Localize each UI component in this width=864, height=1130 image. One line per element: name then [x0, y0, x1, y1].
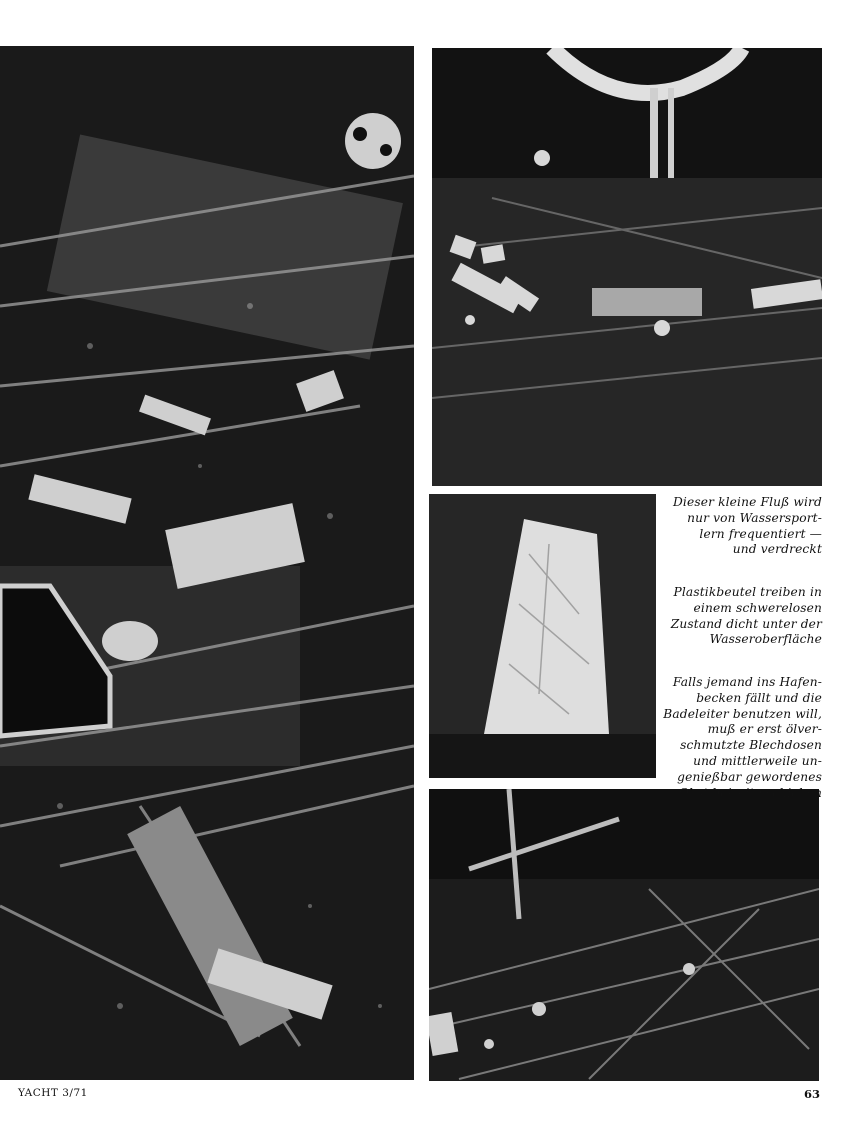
photo-plastic-bag [429, 494, 656, 778]
caption-plastic-bags [637, 585, 822, 648]
caption-line: schmutzte Blechdosen [680, 738, 822, 753]
caption-river [637, 495, 822, 558]
caption-line: Falls jemand ins Hafen- [672, 675, 822, 689]
caption-line: Zustand dicht unter der [670, 616, 822, 631]
caption-line: genießbar gewordenes [677, 769, 822, 784]
caption-line: Plastikbeutel treiben in [673, 585, 822, 599]
caption-harbour-ladder [637, 675, 822, 801]
issue-label: YACHT 3/71 [18, 1087, 88, 1099]
caption-line: becken fällt und die [696, 690, 822, 705]
photo-ladder-debris [429, 789, 819, 1081]
caption-line: nur von Wassersport- [687, 510, 822, 525]
caption-line: muß er erst ölver- [707, 722, 822, 737]
caption-line: einem schwerelosen [693, 600, 822, 615]
caption-line: Badeleiter benutzen will, [663, 706, 822, 721]
caption-line: und mittlerweile un- [693, 753, 822, 768]
caption-line: lern frequentiert — [699, 526, 822, 541]
photo-debris-left [0, 46, 414, 1080]
caption-line: Dieser kleine Fluß wird [672, 495, 822, 509]
page-number: 63 [803, 1087, 820, 1101]
caption-line: Wasseroberfläche [709, 632, 822, 647]
caption-line: und verdreckt [732, 542, 822, 557]
photo-cans-lifebuoy [432, 48, 822, 486]
caption-line: Obst beiseite schieben [678, 785, 822, 800]
